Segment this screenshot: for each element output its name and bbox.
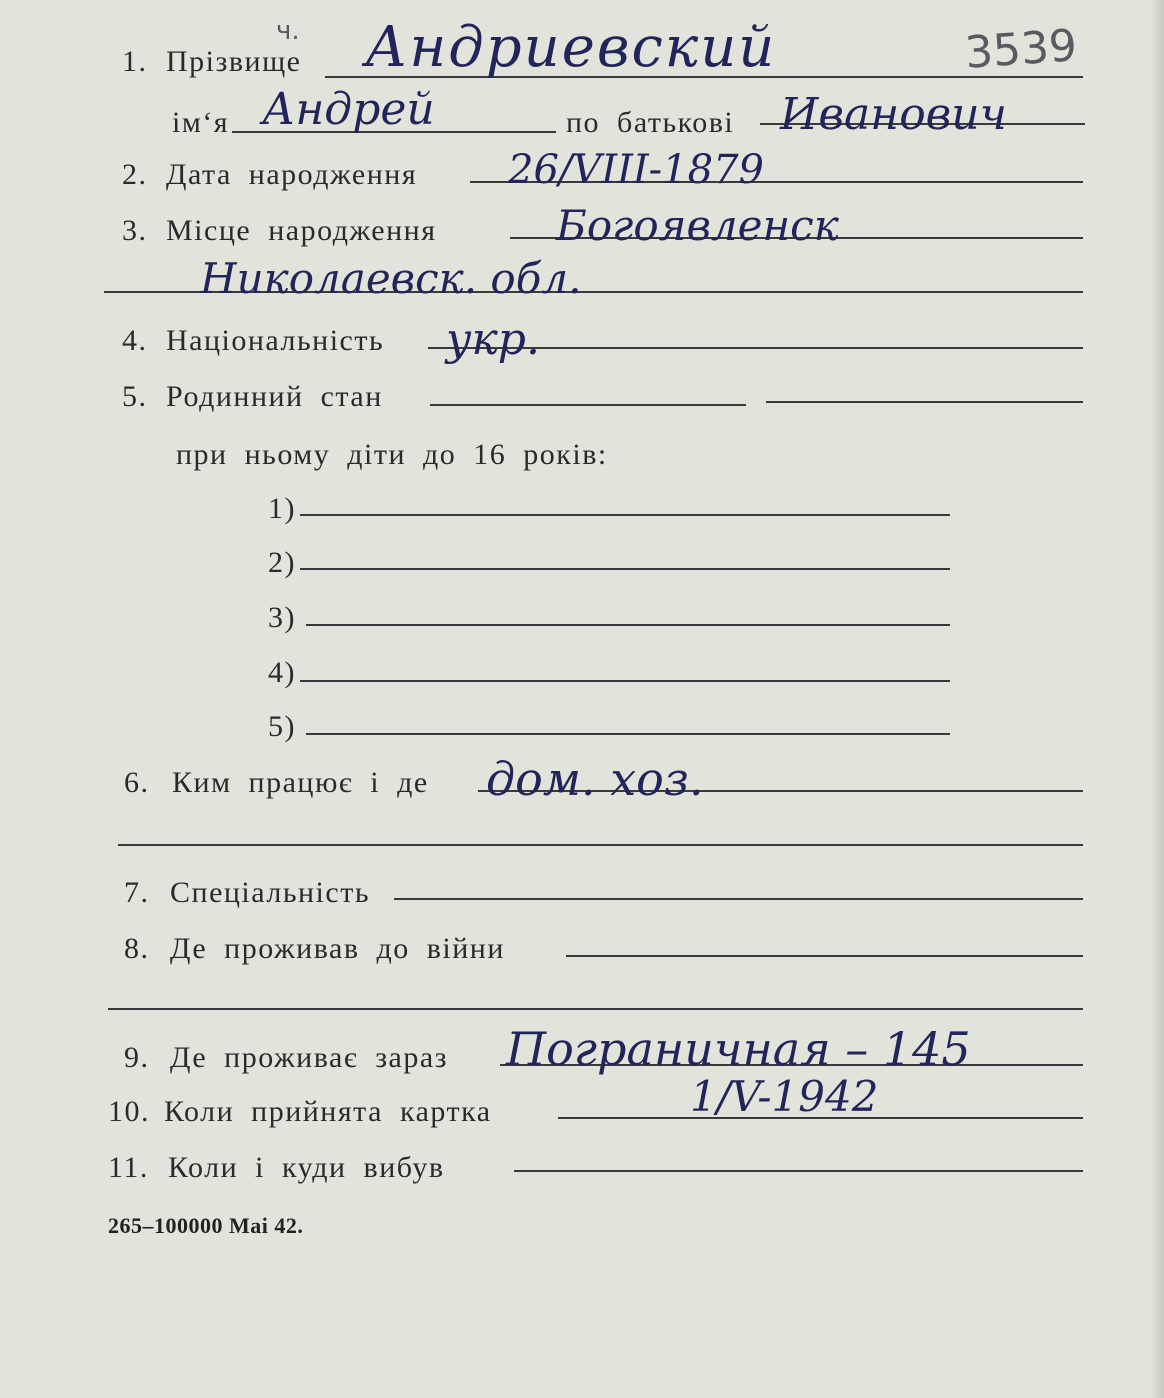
marital-status-line-b	[766, 401, 1083, 403]
work-line-2	[118, 844, 1083, 846]
field-1-number: 1.	[122, 45, 148, 78]
field-6-number: 6.	[124, 766, 150, 799]
field-10-number: 10.	[108, 1095, 150, 1128]
current-address-value: Пограничная – 145	[506, 1022, 971, 1076]
child-4-line	[300, 680, 950, 682]
child-2-label: 2)	[268, 546, 296, 579]
surname-value: Андриевский	[365, 15, 777, 80]
birth-date-label: Дата народження	[166, 158, 418, 191]
nationality-label: Національність	[166, 324, 385, 357]
paper-edge	[1150, 0, 1164, 1398]
specialty-label: Спеціальність	[170, 876, 370, 909]
surname-mark: ч.	[276, 16, 300, 46]
current-address-label: Де проживає зараз	[170, 1041, 449, 1074]
birthplace-value-1: Богоявленск	[556, 201, 839, 250]
birthplace-value-2: Николаевск. обл.	[200, 254, 582, 303]
field-4-number: 4.	[122, 324, 148, 357]
birth-date-value: 26/VIII-1879	[508, 147, 764, 193]
first-name-value: Андрей	[262, 84, 435, 135]
print-run-footer: 265–100000 Mai 42.	[108, 1213, 304, 1238]
child-4-label: 4)	[268, 656, 296, 689]
child-1-label: 1)	[268, 492, 296, 525]
field-3-number: 3.	[122, 214, 148, 247]
card-accepted-value: 1/V-1942	[690, 1072, 879, 1121]
specialty-line	[394, 898, 1083, 900]
prewar-address-line-2	[108, 1008, 1083, 1010]
field-9-number: 9.	[124, 1041, 150, 1074]
child-2-line	[300, 568, 950, 570]
field-7-number: 7.	[124, 876, 150, 909]
child-1-line	[300, 514, 950, 516]
patronymic-label: по батькові	[566, 106, 735, 139]
work-value: дом. хоз.	[486, 752, 704, 806]
field-5-number: 5.	[122, 380, 148, 413]
marital-status-label: Родинний стан	[166, 380, 383, 413]
child-5-line	[306, 733, 950, 735]
card-accepted-label: Коли прийнята картка	[164, 1095, 492, 1128]
field-2-number: 2.	[122, 158, 148, 191]
child-3-line	[306, 624, 950, 626]
surname-label: Прізвище	[166, 45, 302, 78]
prewar-address-line-1	[566, 955, 1083, 957]
field-11-number: 11.	[108, 1151, 149, 1184]
child-3-label: 3)	[268, 601, 296, 634]
children-label: при ньому діти до 16 років:	[176, 438, 608, 471]
first-name-label: ім‘я	[172, 106, 230, 139]
departed-label: Коли і куди вибув	[168, 1151, 445, 1184]
departed-line	[514, 1170, 1083, 1172]
marital-status-line-a	[430, 404, 746, 406]
work-label: Ким працює і де	[172, 766, 429, 799]
patronymic-value: Иванович	[780, 89, 1008, 140]
prewar-address-label: Де проживав до війни	[170, 932, 505, 965]
field-8-number: 8.	[124, 932, 150, 965]
child-5-label: 5)	[268, 710, 296, 743]
nationality-value: укр.	[446, 314, 540, 365]
birthplace-label: Місце народження	[166, 214, 437, 247]
card-number: 3539	[963, 20, 1079, 79]
